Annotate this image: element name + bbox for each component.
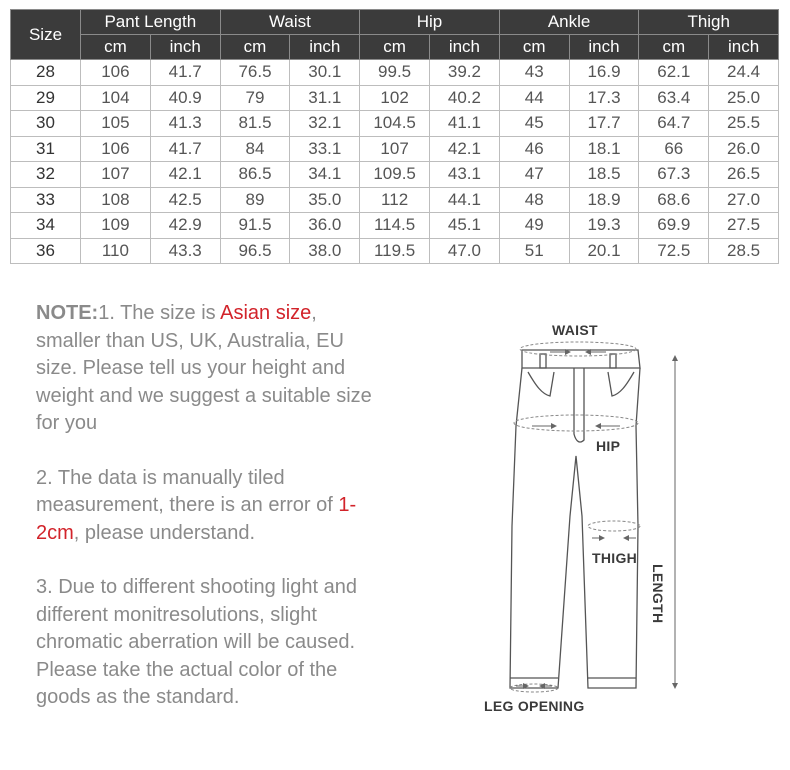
table-cell: 27.5 bbox=[709, 213, 779, 239]
table-cell: 108 bbox=[81, 187, 151, 213]
unit-header: inch bbox=[709, 35, 779, 60]
table-cell: 39.2 bbox=[430, 60, 500, 86]
table-row bbox=[11, 213, 779, 239]
thigh-label: THIGH bbox=[592, 550, 638, 566]
unit-header: inch bbox=[150, 35, 220, 60]
size-cell: 30 bbox=[11, 111, 81, 137]
table-cell: 34.1 bbox=[290, 162, 360, 188]
table-cell: 102 bbox=[360, 85, 430, 111]
size-table bbox=[10, 9, 779, 264]
table-cell: 89 bbox=[220, 187, 290, 213]
header-row-units bbox=[11, 35, 779, 60]
table-cell: 43.3 bbox=[150, 238, 220, 264]
table-cell: 40.9 bbox=[150, 85, 220, 111]
table-cell: 48 bbox=[499, 187, 569, 213]
note-2 bbox=[36, 465, 376, 548]
pants-diagram bbox=[470, 316, 730, 726]
table-cell: 38.0 bbox=[290, 238, 360, 264]
notes-section bbox=[36, 300, 376, 739]
size-cell: 34 bbox=[11, 213, 81, 239]
size-cell: 33 bbox=[11, 187, 81, 213]
size-chart bbox=[10, 9, 778, 264]
table-cell: 104 bbox=[81, 85, 151, 111]
table-cell: 76.5 bbox=[220, 60, 290, 86]
table-row bbox=[11, 85, 779, 111]
unit-header: cm bbox=[499, 35, 569, 60]
table-cell: 17.3 bbox=[569, 85, 639, 111]
table-cell: 40.2 bbox=[430, 85, 500, 111]
unit-header: inch bbox=[569, 35, 639, 60]
table-cell: 42.5 bbox=[150, 187, 220, 213]
table-cell: 107 bbox=[360, 136, 430, 162]
table-cell: 17.7 bbox=[569, 111, 639, 137]
table-cell: 25.0 bbox=[709, 85, 779, 111]
table-cell: 62.1 bbox=[639, 60, 709, 86]
table-cell: 104.5 bbox=[360, 111, 430, 137]
table-cell: 20.1 bbox=[569, 238, 639, 264]
size-header: Size bbox=[11, 10, 81, 60]
note-2-text-b: , please understand. bbox=[73, 521, 256, 544]
table-cell: 106 bbox=[81, 136, 151, 162]
table-cell: 41.7 bbox=[150, 136, 220, 162]
size-cell: 28 bbox=[11, 60, 81, 86]
table-cell: 109 bbox=[81, 213, 151, 239]
table-row bbox=[11, 238, 779, 264]
table-cell: 114.5 bbox=[360, 213, 430, 239]
size-cell: 36 bbox=[11, 238, 81, 264]
table-cell: 42.9 bbox=[150, 213, 220, 239]
group-header: Waist bbox=[220, 10, 360, 35]
table-cell: 43 bbox=[499, 60, 569, 86]
table-cell: 67.3 bbox=[639, 162, 709, 188]
size-cell: 31 bbox=[11, 136, 81, 162]
note-3: 3. Due to different shooting light and different monitresolutions, slight chromatic aberration will be caused. Please take the actual color of the goods as the standard. bbox=[36, 576, 357, 708]
note-2-text-a: 2. The data is manually tiled measurement, there is an error of bbox=[36, 466, 339, 516]
table-cell: 51 bbox=[499, 238, 569, 264]
table-cell: 47 bbox=[499, 162, 569, 188]
note-1 bbox=[36, 300, 376, 438]
header-row-groups bbox=[11, 10, 779, 35]
unit-header: cm bbox=[81, 35, 151, 60]
table-cell: 91.5 bbox=[220, 213, 290, 239]
note-1-text-a: 1. The size is bbox=[98, 302, 221, 324]
size-table-body bbox=[11, 60, 779, 264]
group-header: Thigh bbox=[639, 10, 779, 35]
table-cell: 43.1 bbox=[430, 162, 500, 188]
table-cell: 30.1 bbox=[290, 60, 360, 86]
unit-header: inch bbox=[430, 35, 500, 60]
table-cell: 45 bbox=[499, 111, 569, 137]
table-cell: 84 bbox=[220, 136, 290, 162]
unit-header: cm bbox=[360, 35, 430, 60]
table-cell: 69.9 bbox=[639, 213, 709, 239]
table-cell: 81.5 bbox=[220, 111, 290, 137]
table-cell: 86.5 bbox=[220, 162, 290, 188]
pants-illustration bbox=[470, 316, 730, 726]
table-cell: 42.1 bbox=[430, 136, 500, 162]
table-cell: 44.1 bbox=[430, 187, 500, 213]
table-cell: 45.1 bbox=[430, 213, 500, 239]
table-cell: 27.0 bbox=[709, 187, 779, 213]
hip-label: HIP bbox=[596, 438, 621, 454]
table-cell: 41.1 bbox=[430, 111, 500, 137]
note-1-text-b: , smaller than US, UK, Australia, EU size. Please tell us your height and weight and we suggest a suitable size for you bbox=[36, 302, 372, 434]
group-header: Ankle bbox=[499, 10, 639, 35]
unit-header: cm bbox=[639, 35, 709, 60]
table-cell: 119.5 bbox=[360, 238, 430, 264]
table-cell: 79 bbox=[220, 85, 290, 111]
table-cell: 44 bbox=[499, 85, 569, 111]
table-cell: 96.5 bbox=[220, 238, 290, 264]
table-cell: 18.9 bbox=[569, 187, 639, 213]
table-cell: 16.9 bbox=[569, 60, 639, 86]
size-cell: 32 bbox=[11, 162, 81, 188]
table-cell: 72.5 bbox=[639, 238, 709, 264]
table-cell: 41.7 bbox=[150, 60, 220, 86]
table-row bbox=[11, 60, 779, 86]
waist-label: WAIST bbox=[552, 322, 598, 338]
table-cell: 25.5 bbox=[709, 111, 779, 137]
table-cell: 26.0 bbox=[709, 136, 779, 162]
table-row bbox=[11, 136, 779, 162]
table-row bbox=[11, 111, 779, 137]
table-cell: 63.4 bbox=[639, 85, 709, 111]
note-2-highlight: 1-2cm bbox=[36, 494, 357, 544]
table-cell: 109.5 bbox=[360, 162, 430, 188]
table-cell: 46 bbox=[499, 136, 569, 162]
table-cell: 35.0 bbox=[290, 187, 360, 213]
table-cell: 19.3 bbox=[569, 213, 639, 239]
table-cell: 110 bbox=[81, 238, 151, 264]
table-cell: 41.3 bbox=[150, 111, 220, 137]
table-cell: 47.0 bbox=[430, 238, 500, 264]
pants-outline bbox=[510, 350, 640, 688]
table-cell: 26.5 bbox=[709, 162, 779, 188]
note-1-highlight: Asian size bbox=[220, 302, 312, 324]
table-cell: 42.1 bbox=[150, 162, 220, 188]
table-cell: 112 bbox=[360, 187, 430, 213]
table-cell: 32.1 bbox=[290, 111, 360, 137]
unit-header: cm bbox=[220, 35, 290, 60]
table-cell: 68.6 bbox=[639, 187, 709, 213]
table-cell: 107 bbox=[81, 162, 151, 188]
note-label: NOTE: bbox=[36, 302, 99, 324]
table-row bbox=[11, 187, 779, 213]
table-cell: 106 bbox=[81, 60, 151, 86]
group-header: Pant Length bbox=[81, 10, 221, 35]
size-cell: 29 bbox=[11, 85, 81, 111]
table-cell: 99.5 bbox=[360, 60, 430, 86]
table-cell: 24.4 bbox=[709, 60, 779, 86]
table-cell: 18.5 bbox=[569, 162, 639, 188]
length-label: LENGTH bbox=[650, 564, 666, 624]
leg-opening-label: LEG OPENING bbox=[484, 698, 585, 714]
group-header: Hip bbox=[360, 10, 500, 35]
table-cell: 105 bbox=[81, 111, 151, 137]
table-cell: 33.1 bbox=[290, 136, 360, 162]
table-cell: 36.0 bbox=[290, 213, 360, 239]
table-cell: 49 bbox=[499, 213, 569, 239]
table-row bbox=[11, 162, 779, 188]
table-cell: 64.7 bbox=[639, 111, 709, 137]
table-cell: 66 bbox=[639, 136, 709, 162]
unit-header: inch bbox=[290, 35, 360, 60]
table-cell: 18.1 bbox=[569, 136, 639, 162]
table-cell: 31.1 bbox=[290, 85, 360, 111]
table-cell: 28.5 bbox=[709, 238, 779, 264]
